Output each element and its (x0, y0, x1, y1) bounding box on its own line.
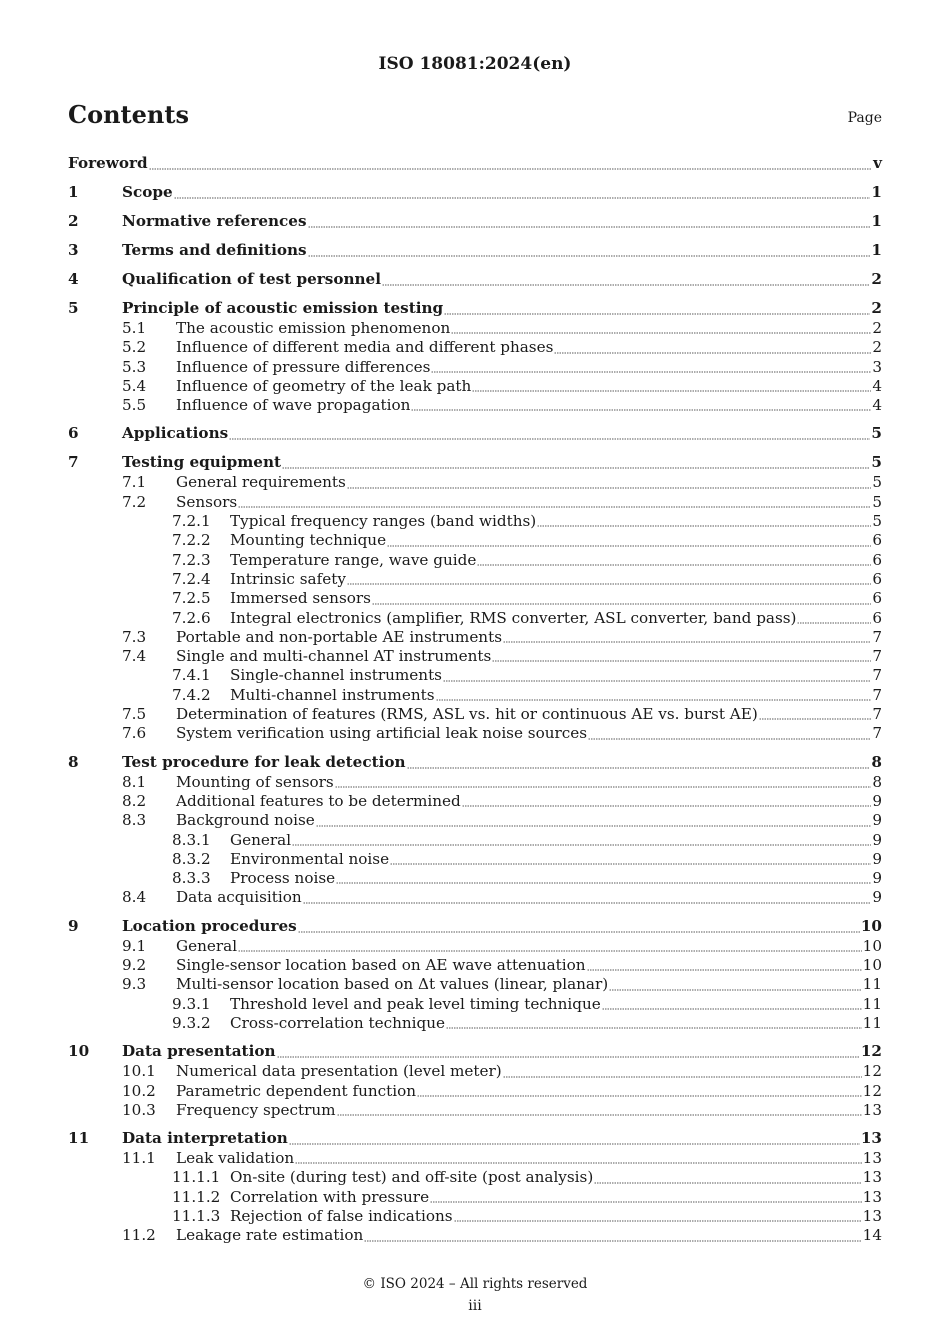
toc-entry-number: 5 (68, 299, 79, 317)
toc-entry[interactable] (68, 512, 882, 531)
toc-entry-title: Threshold level and peak level timing technique (230, 994, 601, 1013)
toc-entry[interactable] (68, 531, 882, 550)
toc-entry-number: 7.5 (122, 705, 147, 724)
toc-entry-title: Process noise (230, 869, 336, 888)
copyright-notice: © ISO 2024 – All rights reserved (362, 1276, 588, 1292)
toc-entry-title: Single-sensor location based on AE wave attenuation (176, 956, 586, 975)
toc-entry-title: Test procedure for leak detection (122, 752, 406, 771)
toc-entry[interactable] (68, 319, 882, 338)
toc-entry-page: 13 (862, 1100, 882, 1119)
toc-entry-page: 2 (871, 270, 882, 288)
toc-entry-page: 10 (862, 956, 882, 975)
toc-entry-page: 10 (860, 916, 882, 935)
toc-entry[interactable] (68, 666, 882, 685)
toc-entry-title: Single and multi-channel AT instruments (176, 647, 492, 666)
toc-entry-number: 8.4 (122, 888, 147, 907)
toc-entry-number: 7.2 (122, 492, 147, 511)
toc-entry[interactable] (68, 792, 882, 811)
toc-entry-page: 1 (871, 212, 882, 230)
toc-entry-number: 7.3 (122, 627, 147, 646)
toc-entry-page: 6 (872, 550, 882, 569)
dot-leader (149, 168, 873, 170)
toc-entry-number: 1 (68, 183, 79, 201)
toc-entry-page: 7 (872, 627, 882, 646)
toc-entry[interactable] (68, 212, 882, 232)
toc-entry[interactable] (68, 1129, 882, 1149)
toc-entry-title: Terms and definitions (122, 241, 307, 259)
document-header: ISO 18081:2024(en) (378, 54, 572, 74)
dot-leader (347, 487, 872, 489)
toc-entry-number: 8.3.1 (172, 830, 211, 849)
toc-entry[interactable] (68, 995, 882, 1014)
contents-title: Contents (68, 100, 189, 129)
toc-entry-page: 11 (862, 1013, 882, 1032)
toc-entry-page: 13 (862, 1168, 882, 1187)
toc-entry-number: 8 (68, 752, 79, 771)
toc-entry-title: Single-channel instruments (230, 666, 442, 685)
toc-entry-title: Principle of acoustic emission testing (122, 299, 444, 317)
toc-entry-page: 5 (871, 453, 882, 472)
dot-leader (462, 805, 872, 807)
toc-entry[interactable] (68, 753, 882, 773)
toc-entry-title: Multi-sensor location based on Δt values (linear, planar) (176, 975, 609, 994)
toc-entry-title: Intrinsic safety (230, 569, 346, 588)
toc-entry[interactable] (68, 773, 882, 792)
dot-leader (289, 1143, 860, 1145)
table-of-contents (68, 154, 882, 1246)
toc-entry-page: 7 (872, 666, 882, 685)
toc-entry[interactable] (68, 975, 882, 994)
toc-entry-title: Typical frequency ranges (band widths) (230, 512, 537, 531)
toc-entry-title: Integral electronics (amplifier, RMS converter, ASL converter, band pass) (230, 608, 797, 627)
dot-leader (602, 1008, 862, 1010)
toc-entry-title: Location procedures (122, 916, 297, 935)
dot-leader (229, 438, 870, 440)
toc-entry[interactable] (68, 493, 882, 512)
toc-entry[interactable] (68, 1082, 882, 1101)
toc-entry-number: 10.3 (122, 1100, 156, 1119)
page-number: iii (468, 1298, 482, 1314)
toc-entry-title: Influence of geometry of the leak path (176, 376, 472, 395)
toc-entry-number: 11.1.1 (172, 1168, 221, 1187)
toc-entry-number: 5.2 (122, 338, 147, 357)
toc-entry[interactable] (68, 154, 882, 174)
dot-leader (277, 1056, 860, 1058)
toc-entry[interactable] (68, 1188, 882, 1207)
toc-entry-number: 7.4.1 (172, 666, 211, 685)
dot-leader (451, 332, 871, 334)
toc-entry-number: 11.1.2 (172, 1187, 221, 1206)
toc-entry[interactable] (68, 1207, 882, 1226)
toc-entry-page: 2 (872, 338, 882, 357)
dot-leader (609, 989, 862, 991)
toc-entry-page: 2 (871, 299, 882, 317)
toc-entry-title: Determination of features (RMS, ASL vs. hit or continuous AE vs. burst AE) (176, 705, 758, 724)
dot-leader (407, 767, 871, 769)
toc-entry-number: 11.1 (122, 1149, 156, 1168)
toc-entry[interactable] (68, 589, 882, 608)
toc-entry-title: On-site (during test) and off-site (post analysis) (230, 1168, 594, 1187)
toc-entry[interactable] (68, 453, 882, 473)
toc-entry-title: General requirements (176, 473, 346, 492)
toc-entry-page: 2 (872, 319, 882, 337)
toc-entry-number: 8.1 (122, 772, 147, 791)
dot-leader (347, 583, 871, 585)
toc-entry-page: 7 (872, 724, 882, 743)
toc-entry-title: Multi-channel instruments (230, 685, 435, 704)
toc-entry-page: 9 (872, 791, 882, 810)
page-column-label: Page (847, 110, 882, 126)
toc-entry[interactable] (68, 888, 882, 907)
toc-entry-page: 11 (862, 975, 882, 994)
dot-leader (174, 197, 871, 199)
toc-entry-page: 10 (862, 936, 882, 955)
toc-entry[interactable] (68, 609, 882, 628)
dot-leader (477, 564, 871, 566)
toc-entry-title: Testing equipment (122, 453, 282, 472)
toc-entry-page: 1 (871, 183, 882, 201)
toc-entry-title: Additional features to be determined (176, 791, 461, 810)
toc-entry-number: 8.3.3 (172, 869, 211, 888)
toc-entry[interactable] (68, 570, 882, 589)
toc-entry-number: 5.5 (122, 396, 147, 415)
dot-leader (337, 1114, 862, 1116)
toc-entry-page: 13 (862, 1187, 882, 1206)
toc-entry-number: 9.3.1 (172, 994, 211, 1013)
toc-entry-number: 9 (68, 916, 79, 935)
toc-entry-title: Portable and non-portable AE instruments (176, 627, 502, 646)
dot-leader (759, 718, 872, 720)
dot-leader (295, 1162, 862, 1164)
toc-entry[interactable] (68, 424, 882, 444)
toc-entry-title: General (176, 936, 238, 955)
toc-entry[interactable] (68, 724, 882, 743)
dot-leader (797, 622, 871, 624)
toc-entry-number: 11.2 (122, 1226, 156, 1245)
toc-entry-page: 12 (860, 1042, 882, 1061)
toc-entry-page: 14 (862, 1226, 882, 1245)
dot-leader (446, 1027, 862, 1029)
toc-entry-number: 7.1 (122, 473, 147, 492)
toc-entry-title: Data acquisition (176, 888, 302, 907)
toc-entry[interactable] (68, 1062, 882, 1081)
dot-leader (364, 1240, 861, 1242)
dot-leader (298, 931, 860, 933)
toc-entry-number: 7.2.1 (172, 512, 211, 531)
toc-entry-title: System verification using artificial leak noise sources (176, 724, 588, 743)
toc-entry-page: 7 (872, 705, 882, 724)
toc-entry-title: Rejection of false indications (230, 1206, 453, 1225)
toc-entry-page: 9 (872, 849, 882, 868)
dot-leader (308, 255, 871, 257)
toc-entry[interactable] (68, 1149, 882, 1168)
toc-entry-number: 9.3 (122, 975, 147, 994)
toc-entry-page: 13 (862, 1149, 882, 1168)
dot-leader (503, 1076, 862, 1078)
toc-entry-number: 8.3 (122, 811, 147, 830)
toc-entry[interactable] (68, 1226, 882, 1245)
toc-entry-page: 3 (872, 357, 882, 376)
toc-entry-number: 7 (68, 453, 79, 472)
toc-entry-title: Qualification of test personnel (122, 270, 381, 288)
toc-entry-title: Numerical data presentation (level meter) (176, 1062, 502, 1081)
toc-entry[interactable] (68, 1168, 882, 1187)
toc-entry-title: Data presentation (122, 1042, 276, 1061)
toc-entry-title: General (230, 830, 292, 849)
toc-entry-page: 5 (872, 473, 882, 492)
toc-entry-number: 7.2.4 (172, 569, 211, 588)
toc-entry-title: Mounting of sensors (176, 772, 334, 791)
dot-leader (472, 390, 871, 392)
toc-entry[interactable] (68, 647, 882, 666)
toc-entry[interactable] (68, 473, 882, 492)
toc-entry-title: Influence of different media and different phases (176, 338, 554, 357)
toc-entry-title: Immersed sensors (230, 589, 371, 608)
toc-entry[interactable] (68, 1014, 882, 1033)
toc-entry-title: Frequency spectrum (176, 1100, 336, 1119)
toc-entry-number: 7.6 (122, 724, 147, 743)
toc-entry-title: Background noise (176, 811, 315, 830)
dot-leader (554, 352, 871, 354)
toc-entry-number: 10.2 (122, 1081, 156, 1100)
toc-entry-page: 9 (872, 869, 882, 888)
dot-leader (443, 680, 871, 682)
toc-entry-title: Applications (122, 424, 229, 443)
toc-entry-page: 8 (872, 772, 882, 791)
dot-leader (238, 506, 871, 508)
dot-leader (382, 284, 870, 286)
toc-entry[interactable] (68, 1042, 882, 1062)
toc-entry[interactable] (68, 338, 882, 357)
dot-leader (503, 641, 871, 643)
toc-entry-title: Temperature range, wave guide (230, 550, 477, 569)
toc-entry-title: Scope (122, 183, 173, 201)
toc-entry[interactable] (68, 869, 882, 888)
toc-entry-number: 9.3.2 (172, 1013, 211, 1032)
toc-entry-page: v (873, 154, 882, 172)
toc-entry[interactable] (68, 917, 882, 937)
dot-leader (282, 467, 870, 469)
toc-entry[interactable] (68, 358, 882, 377)
toc-entry-number: 10.1 (122, 1062, 156, 1081)
toc-entry-page: 7 (872, 647, 882, 666)
dot-leader (308, 226, 871, 228)
toc-entry-page: 9 (872, 830, 882, 849)
toc-entry[interactable] (68, 705, 882, 724)
toc-entry[interactable] (68, 956, 882, 975)
toc-entry-number: 7.4 (122, 647, 147, 666)
toc-entry[interactable] (68, 811, 882, 830)
dot-leader (431, 371, 871, 373)
toc-entry-page: 7 (872, 685, 882, 704)
toc-entry-title: Correlation with pressure (230, 1187, 430, 1206)
toc-entry-page: 11 (862, 994, 882, 1013)
toc-entry-page: 9 (872, 811, 882, 830)
toc-entry-number: 7.4.2 (172, 685, 211, 704)
toc-entry-title: Influence of pressure differences (176, 357, 431, 376)
dot-leader (303, 902, 872, 904)
toc-entry-title: The acoustic emission phenomenon (176, 319, 451, 337)
dot-leader (492, 660, 871, 662)
toc-entry-title: Influence of wave propagation (176, 396, 411, 415)
toc-entry-page: 4 (872, 376, 882, 395)
toc-entry[interactable] (68, 241, 882, 261)
toc-entry-number: 8.3.2 (172, 849, 211, 868)
toc-entry-page: 5 (872, 512, 882, 531)
toc-entry-title: Normative references (122, 212, 307, 230)
toc-entry-number: 11.1.3 (172, 1206, 221, 1225)
toc-entry[interactable] (68, 937, 882, 956)
toc-entry-number: 2 (68, 212, 79, 230)
toc-entry-title: Foreword (68, 154, 148, 172)
dot-leader (372, 603, 871, 605)
toc-entry-page: 6 (872, 608, 882, 627)
toc-entry[interactable] (68, 1101, 882, 1120)
toc-entry-number: 3 (68, 241, 79, 259)
dot-leader (387, 545, 871, 547)
toc-entry-page: 6 (872, 589, 882, 608)
toc-entry-title: Environmental noise (230, 849, 390, 868)
dot-leader (537, 525, 871, 527)
toc-entry-number: 10 (68, 1042, 90, 1061)
toc-entry-page: 6 (872, 569, 882, 588)
toc-entry-title: Leak validation (176, 1149, 295, 1168)
toc-entry-number: 8.2 (122, 791, 147, 810)
toc-entry-page: 13 (860, 1129, 882, 1148)
dot-leader (390, 863, 871, 865)
dot-leader (444, 313, 870, 315)
toc-entry-number: 5.1 (122, 319, 147, 337)
toc-entry-page: 12 (862, 1081, 882, 1100)
toc-entry[interactable] (68, 686, 882, 705)
dot-leader (588, 738, 871, 740)
toc-entry-title: Leakage rate estimation (176, 1226, 364, 1245)
toc-entry-page: 12 (862, 1062, 882, 1081)
toc-entry[interactable] (68, 850, 882, 869)
toc-entry-number: 9.1 (122, 936, 147, 955)
dot-leader (436, 699, 872, 701)
dot-leader (430, 1201, 862, 1203)
dot-leader (417, 1095, 862, 1097)
toc-entry-page: 9 (872, 888, 882, 907)
dot-leader (454, 1220, 862, 1222)
dot-leader (594, 1182, 861, 1184)
toc-entry-page: 13 (862, 1206, 882, 1225)
toc-entry-page: 5 (871, 424, 882, 443)
toc-entry-number: 7.2.6 (172, 608, 211, 627)
dot-leader (292, 844, 871, 846)
dot-leader (335, 786, 872, 788)
toc-entry-page: 8 (871, 752, 882, 771)
toc-entry-title: Data interpretation (122, 1129, 288, 1148)
toc-entry-title: Sensors (176, 492, 238, 511)
toc-entry[interactable] (68, 396, 882, 415)
toc-entry-title: Cross-correlation technique (230, 1013, 446, 1032)
toc-entry-number: 5.4 (122, 376, 147, 395)
toc-entry-title: Parametric dependent function (176, 1081, 417, 1100)
dot-leader (587, 969, 862, 971)
toc-entry[interactable] (68, 270, 882, 290)
toc-entry-title: Mounting technique (230, 531, 387, 550)
toc-entry-number: 9.2 (122, 956, 147, 975)
toc-entry-page: 1 (871, 241, 882, 259)
toc-entry[interactable] (68, 377, 882, 396)
toc-entry-number: 7.2.5 (172, 589, 211, 608)
toc-entry-number: 6 (68, 424, 79, 443)
dot-leader (336, 882, 871, 884)
toc-entry-number: 7.2.3 (172, 550, 211, 569)
toc-entry-page: 5 (872, 492, 882, 511)
toc-entry[interactable] (68, 628, 882, 647)
toc-entry-number: 5.3 (122, 357, 147, 376)
dot-leader (411, 409, 871, 411)
toc-entry[interactable] (68, 831, 882, 850)
toc-entry[interactable] (68, 183, 882, 203)
toc-entry[interactable] (68, 551, 882, 570)
dot-leader (238, 950, 862, 952)
toc-entry[interactable] (68, 299, 882, 319)
toc-entry-number: 7.2.2 (172, 531, 211, 550)
toc-entry-number: 4 (68, 270, 79, 288)
toc-entry-page: 4 (872, 396, 882, 415)
toc-entry-number: 11 (68, 1129, 90, 1148)
toc-entry-page: 6 (872, 531, 882, 550)
dot-leader (316, 825, 872, 827)
